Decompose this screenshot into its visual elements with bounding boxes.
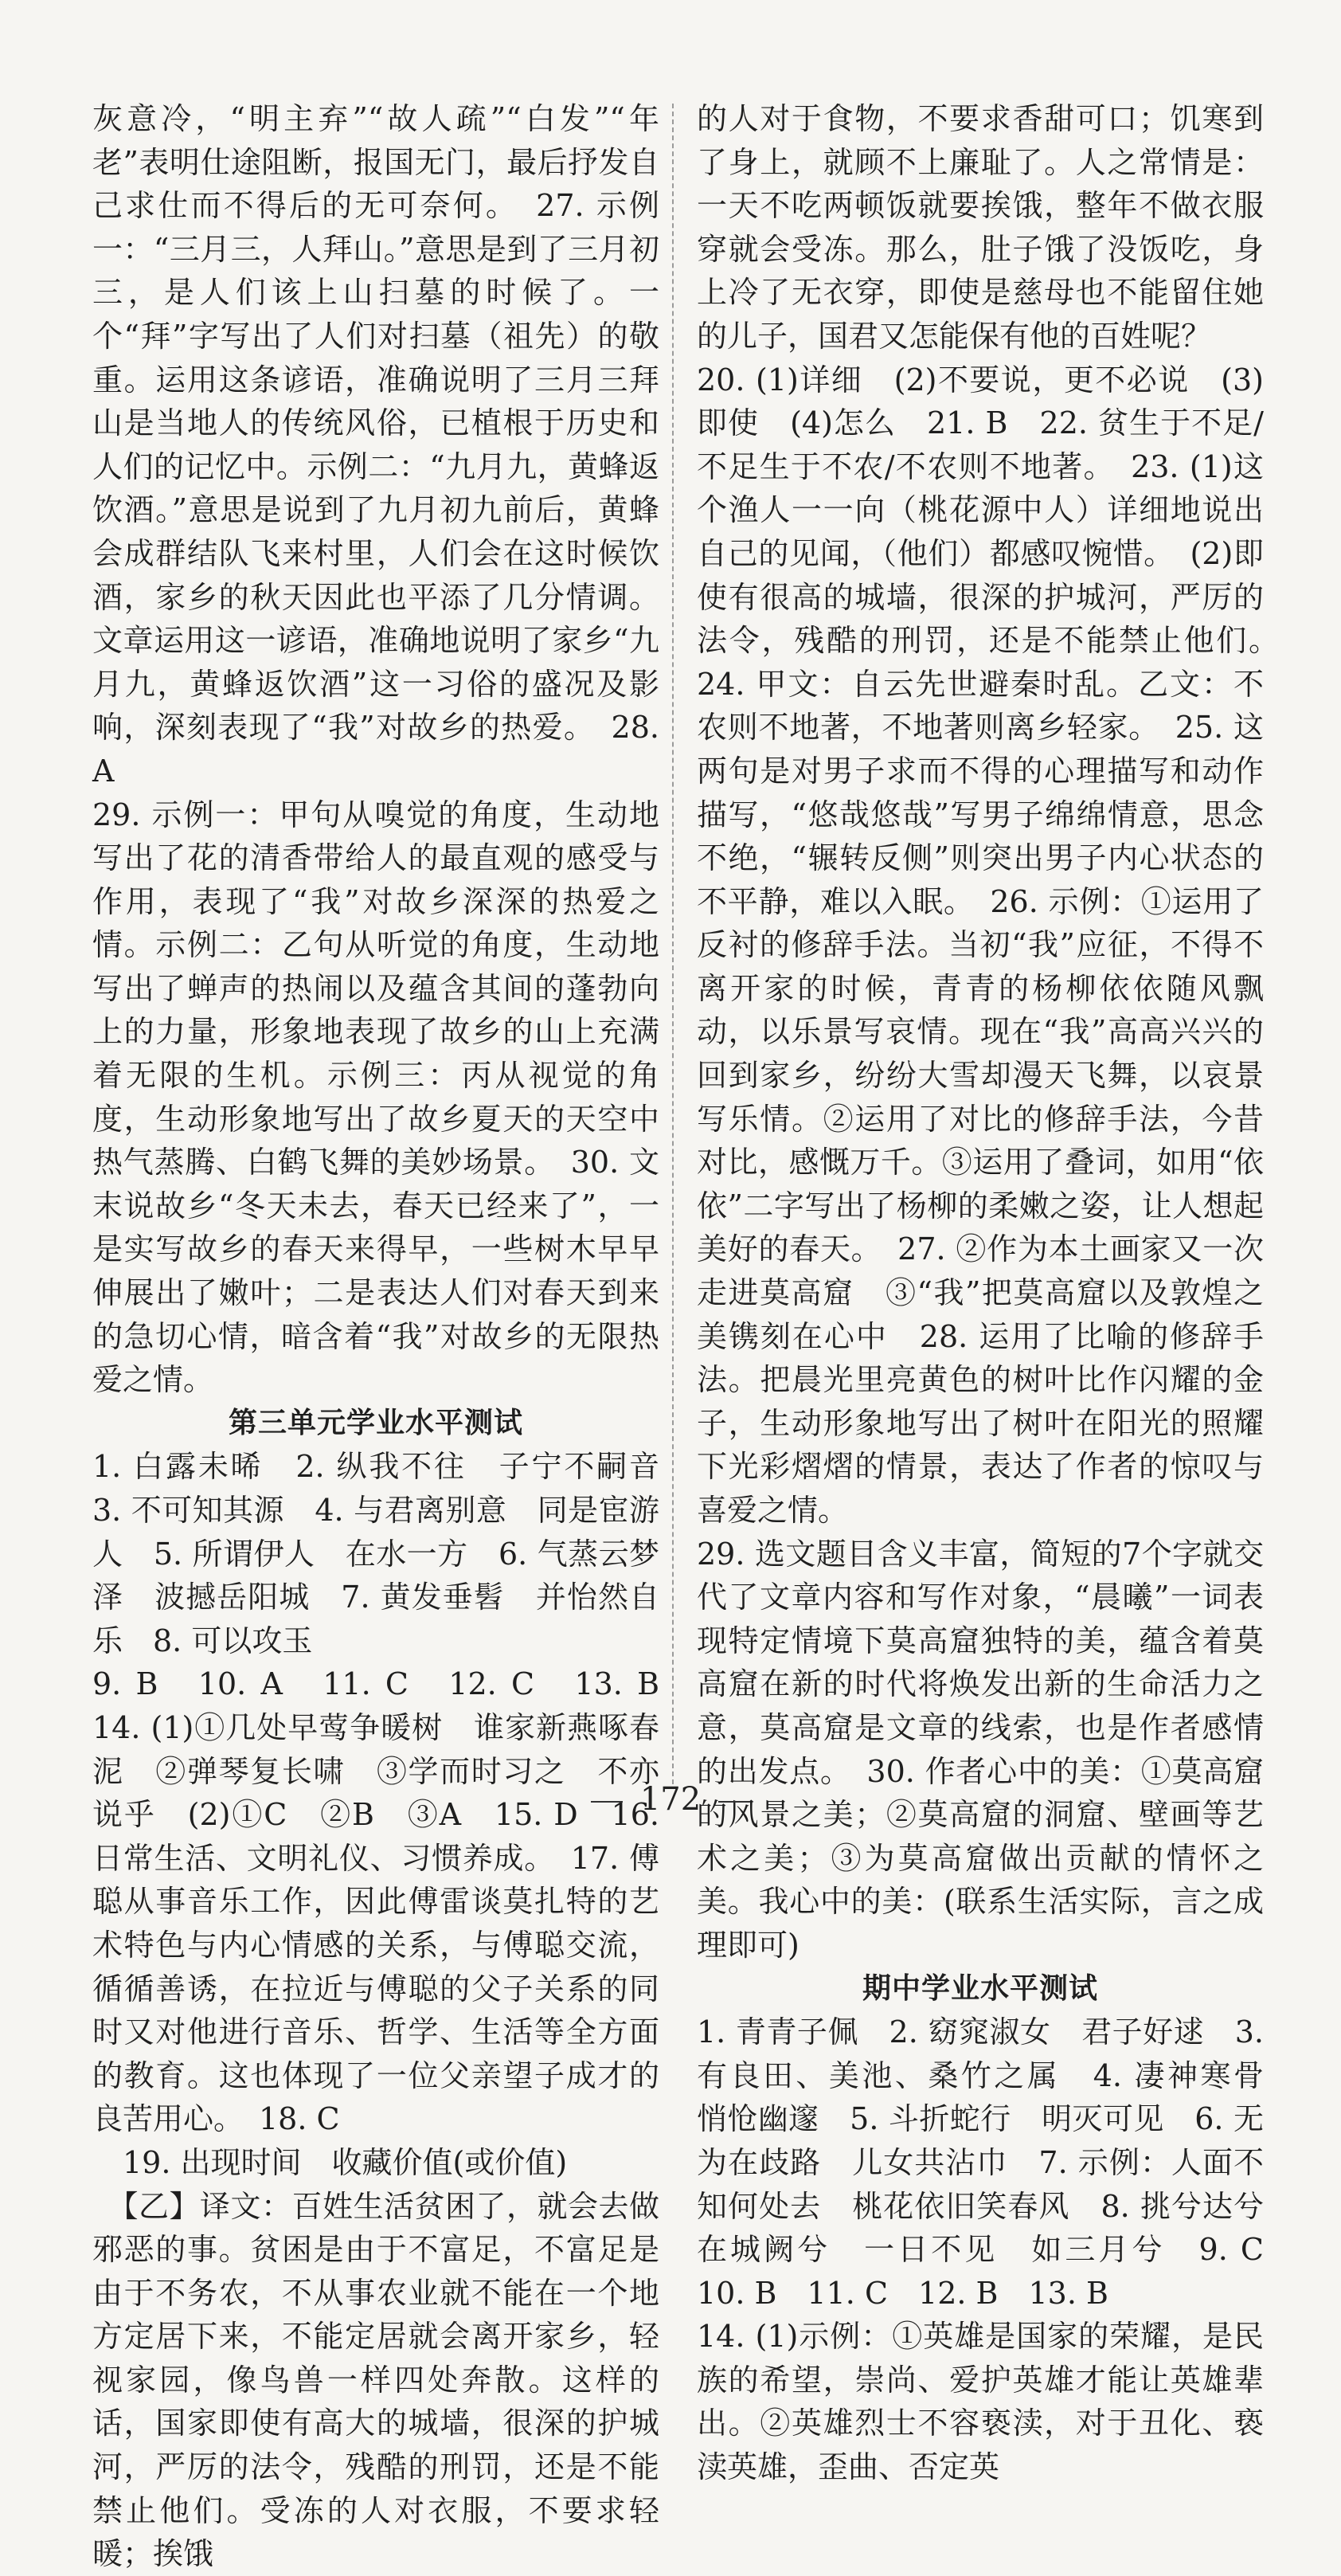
- paragraph: 【乙】译文：百姓生活贫困了，就会去做邪恶的事。贫困是由于不富足，不富足是由于不务农，不从事农业就不能在一个地方定居下来，不能定居就会离开家乡，轻视家园，像鸟兽一样四处奔散。这样的话，国家即使有高大的城墙，很深的护城河，严厉的法令，残酷的刑罚，还是不能禁止他们。受冻的人对衣服，不要求轻暖；挨饿: [92, 2188, 659, 2572]
- paragraph: 1. 白露未晞 2. 纵我不往 子宁不嗣音 3. 不可知其源 4. 与君离别意 同是宦游人 5. 所谓伊人 在水一方 6. 气蒸云梦泽 波撼岳阳城 7. 黄发垂髫 并怡然自乐 8. 可以攻玉: [92, 1449, 690, 1658]
- page-number-text: 172: [639, 1781, 702, 1818]
- paragraph: 1. 青青子佩 2. 窈窕淑女 君子好逑 3. 有良田、美池、桑竹之属 4. 凄神寒骨 悄怆幽邃 5. 斗折蛇行 明灭可见 6. 无为在歧路 儿女共沾巾 7. 示例：人面不知何处去 桃花依旧笑春风 8. 挑兮达兮 在城阙兮 一日不见 如三月兮 9. C 10. B 11. C 12. B 13. B: [697, 2014, 1295, 2311]
- section-heading-unit3: 第三单元学业水平测试: [228, 1406, 523, 1439]
- paragraph: 14. (1)示例：①英雄是国家的荣耀，是民族的希望，崇尚、爱护英雄才能让英雄辈出。②英雄烈士不容亵渎，对于丑化、亵渎英雄，歪曲、否定英: [697, 2319, 1264, 2485]
- paragraph: 19. 出现时间 收藏价值(或价值): [92, 2144, 568, 2180]
- paragraph: 29. 示例一：甲句从嗅觉的角度，生动地写出了花的清香带给人的最直观的感受与作用，表现了“我”对故乡深深的热爱之情。示例二：乙句从听觉的角度，生动地写出了蝉声的热闹以及蕴含其间的蓬勃向上的力量，形象地表现了故乡的山上充满着无限的生机。示例三：丙从视觉的角度，生动形象地写出了故乡夏天的天空中热气蒸腾、白鹤飞舞的美妙场景。 30. 文末说故乡“冬天未去，春天已经来了”，一是实写故乡的春天来得早，一些树木早早伸展出了嫩叶；二是表达人们对春天到来的急切心情，暗含着“我”对故乡的无限热爱之情。: [92, 797, 659, 1398]
- dash-right: [718, 1801, 750, 1803]
- paragraph: 20. (1)详细 (2)不要说，更不必说 (3)即使 (4)怎么 21. B 22. 贫生于不足/不足生于不农/不农则不地著。 23. (1)这个渔人一一向（桃花源中人）详细地说出自己的见闻，（他们）都感叹惋惜。 (2)即使有很高的城墙，很深的护城河，严厉的法令，残酷的刑罚，还是不能禁止他们。 24. 甲文：自云先世避秦时乱。乙文：不农则不地著，不地著则离乡轻家。 25. 这两句是对男子求而不得的心理描写和动作描写，“悠哉悠哉”写男子绵绵情意，思念不绝，“辗转反侧”则突出男子内心状态的不平静，难以入眠。 26. 示例：①运用了反衬的修辞手法。当初“我”应征，不得不离开家的时候，青青的杨柳依依随风飘动，以乐景写哀情。现在“我”高高兴兴的回到家乡，纷纷大雪却漫天飞舞，以哀景写乐情。②运用了对比的修辞手法，今昔对比，感慨万千。③运用了叠词，如用“依依”二字写出了杨柳的柔嫩之姿，让人想起美好的春天。 27. ②作为本土画家又一次走进莫高窟 ③“我”把莫高窟以及敦煌之美镌刻在心中 28. 运用了比喻的修辞手法。把晨光里亮黄色的树叶比作闪耀的金子，生动形象地写出了树叶在阳光的照耀下光彩熠熠的情景，表达了作者的惊叹与喜爱之情。: [697, 362, 1295, 1528]
- section-heading-midterm: 期中学业水平测试: [862, 1971, 1098, 2005]
- paragraph: 9. B 10. A 11. C 12. C 13. B 14. (1)①几处早莺争暖树 谁家新燕啄春泥 ②弹琴复长啸 ③学而时习之 不亦说乎 (2)①C ②B ③A 15. D 16. 日常生活、文明礼仪、习惯养成。 17. 傅聪从事音乐工作，因此傅雷谈莫扎特的艺术特色与内心情感的关系，与傅聪交流，循循善诱，在拉近与傅聪的父子关系的同时又对他进行音乐、哲学、生活等全方面的教育。这也体现了一位父亲望子成才的良苦用心。 18. C: [92, 1666, 690, 2137]
- paragraph: 灰意冷，“明主弃”“故人疏”“白发”“年老”表明仕途阻断，报国无门，最后抒发自己求仕而不得后的无可奈何。 27. 示例一：“三月三，人拜山。”意思是到了三月初三，是人们该上山扫墓的时候了。一个“拜”字写出了人们对扫墓（祖先）的敬重。运用这条谚语，准确说明了三月三拜山是当地人的传统风俗，已植根于历史和人们的记忆中。示例二：“九月九，黄蜂返饮酒。”意思是说到了九月初九前后，黄蜂会成群结队飞来村里，人们会在这时候饮酒，家乡的秋天因此也平添了几分情调。文章运用这一谚语，准确地说明了家乡“九月九，黄蜂返饮酒”这一习俗的盛况及影响，深刻表现了“我”对故乡的热爱。 28. A: [92, 101, 659, 789]
- column-divider: [672, 104, 674, 1784]
- page-number: [0, 1781, 1341, 1818]
- paragraph: 29. 选文题目含义丰富，简短的7个字就交代了文章内容和写作对象，“晨曦”一词表现特定情境下莫高窟独特的美，蕴含着莫高窟在新的时代将焕发出新的生命活力之意，莫高窟是文章的线索，也是作者感情的出发点。 30. 作者心中的美：①莫高窟的风景之美；②莫高窟的洞窟、壁画等艺术之美；③为莫高窟做出贡献的情怀之美。我心中的美：(联系生活实际，言之成理即可): [697, 1536, 1264, 1963]
- right-column: [697, 97, 1295, 2489]
- paragraph: 的人对于食物，不要求香甜可口；饥寒到了身上，就顾不上廉耻了。人之常情是：一天不吃两顿饭就要挨饿，整年不做衣服穿就会受冻。那么，肚子饿了没饭吃，身上冷了无衣穿，即使是慈母也不能留住她的儿子，国君又怎能保有他的百姓呢？: [697, 101, 1264, 354]
- dash-left: [591, 1801, 623, 1803]
